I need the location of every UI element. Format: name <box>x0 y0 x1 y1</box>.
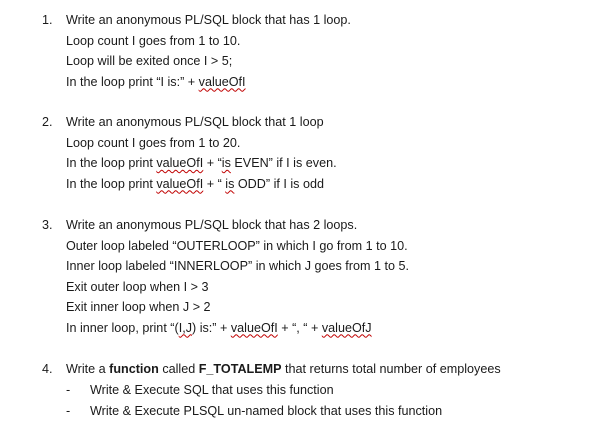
line-text: called <box>158 362 199 376</box>
line-text: EVEN” if I is even. <box>230 156 337 170</box>
spellcheck-flagged-word: valueOfI <box>230 320 278 335</box>
line-text: In the loop print “I is:” + <box>66 74 199 89</box>
bold-term: F_TOTALEMP <box>198 362 282 376</box>
bullet-text: Write & Execute PLSQL un-named block that uses this function <box>90 403 443 418</box>
question-line: Exit inner loop when J > 2 <box>66 300 211 314</box>
line-text: ODD” if I is odd <box>234 176 324 191</box>
question-line <box>66 72 246 93</box>
question-line <box>66 359 501 380</box>
question-line <box>66 153 337 174</box>
question-line <box>66 174 324 195</box>
question-number: 4. <box>42 362 53 376</box>
question-line: Loop will be exited once I > 5; <box>66 54 233 68</box>
line-text: In the loop print <box>66 176 157 191</box>
question-line: Write an anonymous PL/SQL block that has 1 loop. <box>66 13 351 27</box>
line-text: ) is:” + <box>192 320 231 335</box>
question-line: Write an anonymous PL/SQL block that has 2 loops. <box>66 218 358 232</box>
line-text: + “, “ + <box>277 320 322 335</box>
line-text: that returns total number of employees <box>281 362 501 376</box>
line-text: + “ <box>203 156 222 170</box>
question-number: 3. <box>42 218 53 232</box>
question-number: 2. <box>42 115 53 129</box>
line-text: In the loop print <box>66 156 157 170</box>
question-line: Exit outer loop when I > 3 <box>66 279 209 294</box>
line-text: In inner loop, print “( <box>66 320 179 335</box>
question-line: Loop count I goes from 1 to 10. <box>66 33 241 48</box>
bold-term: function <box>109 362 159 376</box>
bullet-dash: - <box>66 403 71 418</box>
spellcheck-flagged-word: is <box>225 176 235 191</box>
question-number: 1. <box>42 13 53 27</box>
question-line: Outer loop labeled “OUTERLOOP” in which I go from 1 to 10. <box>66 238 408 253</box>
line-text: + “ <box>203 176 226 191</box>
line-text: Write a <box>66 362 110 376</box>
question-line <box>66 318 372 339</box>
question-line: Loop count I goes from 1 to 20. <box>66 135 241 150</box>
bullet-text: Write & Execute SQL that uses this function <box>90 382 334 397</box>
bullet-dash: - <box>66 382 71 397</box>
question-line: Write an anonymous PL/SQL block that 1 loop <box>66 115 324 129</box>
spellcheck-flagged-word: is <box>221 156 231 170</box>
question-line: Inner loop labeled “INNERLOOP” in which J goes from 1 to 5. <box>66 259 409 273</box>
spellcheck-flagged-word: valueOfJ <box>321 320 372 335</box>
spellcheck-flagged-word: I,J <box>178 320 192 335</box>
spellcheck-flagged-word: valueOfI <box>198 74 246 89</box>
spellcheck-flagged-word: valueOfI <box>156 176 204 191</box>
spellcheck-flagged-word: valueOfI <box>156 156 204 170</box>
